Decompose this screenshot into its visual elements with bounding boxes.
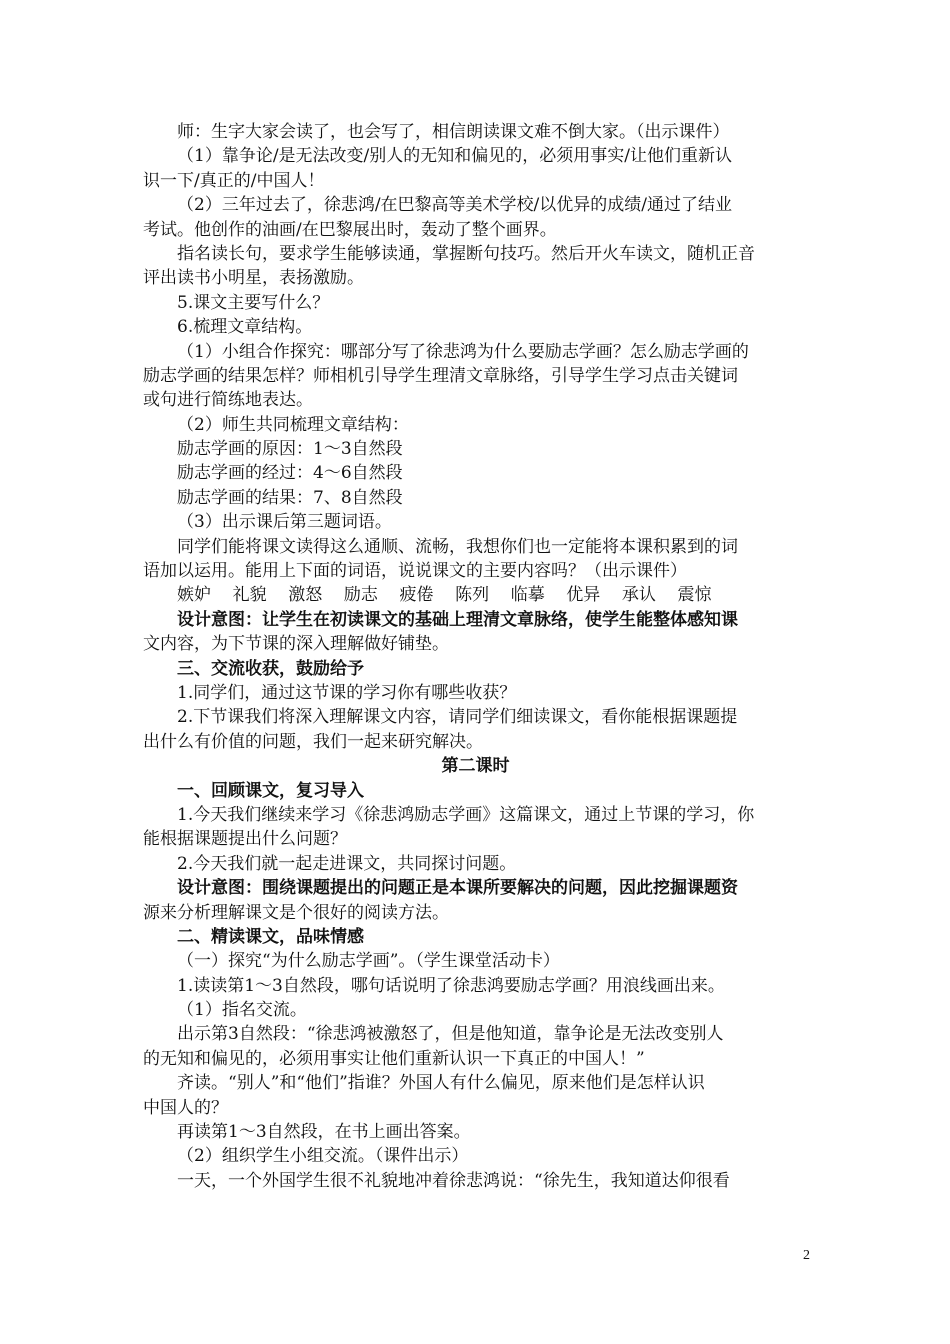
text-line: 语加以运用。能用上下面的词语，说说课文的主要内容吗？（出示课件） xyxy=(143,561,687,582)
text-line: （2）三年过去了，徐悲鸿/在巴黎高等美术学校/以优异的成绩/通过了结业 xyxy=(177,195,732,216)
text-line: （2）组织学生小组交流。（课件出示） xyxy=(177,1146,469,1167)
text-line: 励志学画的结果怎样？师相机引导学生理清文章脉络，引导学生学习点击关键词 xyxy=(143,365,738,386)
text-line: 一天，一个外国学生很不礼貌地冲着徐悲鸿说：“徐先生，我知道达仰很看 xyxy=(177,1170,730,1191)
text-line: 的无知和偏见的，必须用事实让他们重新认识一下真正的中国人！” xyxy=(143,1048,645,1069)
text-line: 2.今天我们就一起走进课文，共同探讨问题。 xyxy=(177,853,517,874)
text-line: 考试。他创作的油画/在巴黎展出时，轰动了整个画界。 xyxy=(143,219,557,240)
document-body xyxy=(143,120,808,1193)
text-line: 出示第3自然段：“徐悲鸿被激怒了，但是他知道，靠争论是无法改变别人 xyxy=(177,1024,724,1045)
text-line: 再读第1～3自然段，在书上画出答案。 xyxy=(177,1122,471,1143)
bold-line: 设计意图：让学生在初读课文的基础上理清文章脉络，使学生能整体感知课 xyxy=(177,609,738,630)
text-line: （1）靠争论/是无法改变/别人的无知和偏见的，必须用事实/让他们重新认 xyxy=(177,146,732,167)
text-line: （2）师生共同梳理文章结构： xyxy=(177,414,409,435)
bold-line: 设计意图：围绕课题提出的问题正是本课所要解决的问题，因此挖掘课题资 xyxy=(177,878,738,899)
text-line: 师：生字大家会读了，也会写了，相信朗读课文难不倒大家。（出示课件） xyxy=(177,122,730,142)
text-line: （3）出示课后第三题词语。 xyxy=(177,512,392,533)
text-line: 评出读书小明星，表扬激励。 xyxy=(143,268,364,289)
text-line: 识一下/真正的/中国人！ xyxy=(143,170,325,191)
text-line: 1.今天我们继续来学习《徐悲鸿励志学画》这篇课文，通过上节课的学习，你 xyxy=(177,804,755,825)
bold-line: 三、交流收获，鼓励给予 xyxy=(177,658,364,679)
text-line: （一）探究“为什么励志学画”。（学生课堂活动卡） xyxy=(177,951,560,972)
text-line: （1）小组合作探究：哪部分写了徐悲鸿为什么要励志学画？怎么励志学画的 xyxy=(177,341,749,362)
bold-line: 二、精读课文，品味情感 xyxy=(177,926,364,947)
text-line: 励志学画的结果：7、8自然段 xyxy=(177,487,403,508)
text-line: 能根据课题提出什么问题？ xyxy=(143,829,347,850)
text-line: 出什么有价值的问题，我们一起来研究解决。 xyxy=(143,731,483,752)
bold-line: 一、回顾课文，复习导入 xyxy=(177,780,364,801)
text-line: 文内容，为下节课的深入理解做好铺垫。 xyxy=(143,634,449,655)
text-line: 指名读长句，要求学生能够读通，掌握断句技巧。然后开火车读文，随机正音 xyxy=(177,243,755,264)
text-line: 或句进行简练地表达。 xyxy=(143,390,313,411)
page-number: 2 xyxy=(803,1248,810,1263)
text-line: （1）指名交流。 xyxy=(177,1000,307,1021)
text-line: 嫉妒 礼貌 激怒 励志 疲倦 陈列 临摹 优异 承认 震惊 xyxy=(177,585,712,606)
text-line: 中国人的？ xyxy=(143,1097,228,1118)
text-line: 2.下节课我们将深入理解课文内容，请同学们细读课文，看你能根据课题提 xyxy=(177,707,738,728)
text-line: 齐读。“别人”和“他们”指谁？外国人有什么偏见，原来他们是怎样认识 xyxy=(177,1073,705,1094)
text-line: 5.课文主要写什么？ xyxy=(177,292,330,313)
text-line: 6.梳理文章结构。 xyxy=(177,317,313,338)
text-line: 励志学画的原因：1～3自然段 xyxy=(177,439,403,460)
text-line: 源来分析理解课文是个很好的阅读方法。 xyxy=(143,902,449,923)
section-heading: 第二课时 xyxy=(441,756,510,777)
text-line: 励志学画的经过：4～6自然段 xyxy=(177,463,403,484)
text-line: 1.读读第1～3自然段，哪句话说明了徐悲鸿要励志学画？用浪线画出来。 xyxy=(177,975,725,996)
text-line: 1.同学们，通过这节课的学习你有哪些收获？ xyxy=(177,682,517,703)
text-line: 同学们能将课文读得这么通顺、流畅，我想你们也一定能将本课积累到的词 xyxy=(177,536,738,557)
